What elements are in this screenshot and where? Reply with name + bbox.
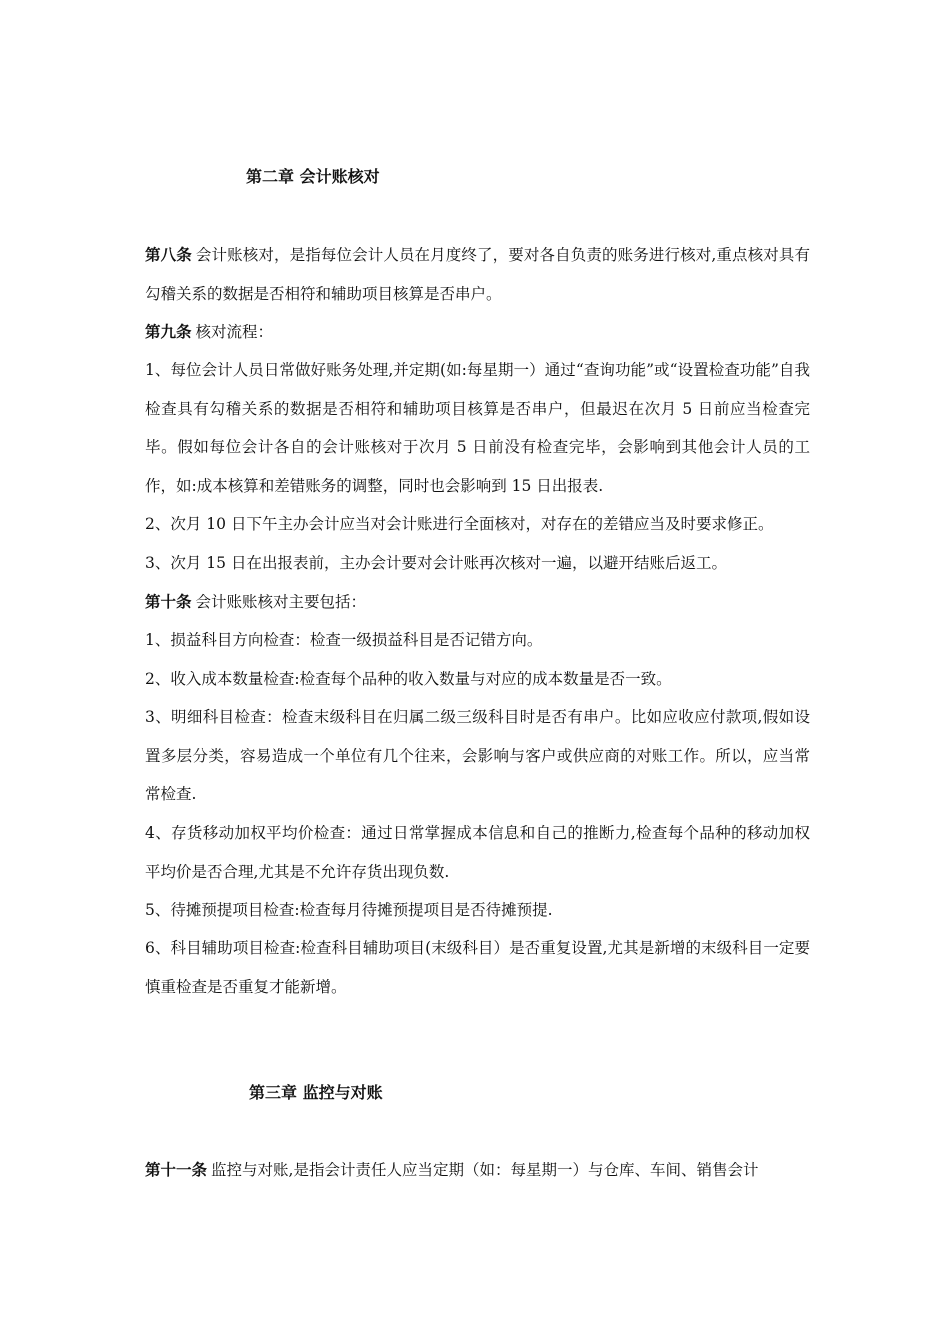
article-8-text: 会计账核对，是指每位会计人员在月度终了，要对各自负责的账务进行核对,重点核对具有勾稽关系的数据是否相符和辅助项目核算是否串户。 [145,246,810,303]
article-9-item-1: 1、每位会计人员日常做好账务处理,并定期(如:每星期一）通过“查询功能”或“设置检查功能”自我检查具有勾稽关系的数据是否相符和辅助项目核算是否串户，但最迟在次月 5 日前应当检查完毕。假如每位会计各自的会计账核对于次月 5 日前没有检查完毕，会影响到其他会计人员的工作，如:成本核算和差错账务的调整，同时也会影响到 15 日出报表. [145,361,810,495]
article-9-label: 第九条 [145,322,192,341]
article-11-text: 监控与对账,是指会计责任人应当定期（如：每星期一）与仓库、车间、销售会计 [211,1161,759,1179]
article-10-item-4: 4、存货移动加权平均价检查：通过日常掌握成本信息和自己的推断力,检查每个品种的移动加权平均价是否合理,尤其是不允许存货出现负数. [145,824,810,881]
article-9-item-2: 2、次月 10 日下午主办会计应当对会计账进行全面核对，对存在的差错应当及时要求修正。 [145,515,774,533]
article-8-label: 第八条 [145,245,192,264]
chapter-3-title: 第三章 监控与对账 [249,1083,383,1102]
article-10 [145,583,810,622]
article-9 [145,313,810,352]
article-10-label: 第十条 [145,592,192,611]
article-9-text: 核对流程： [195,323,274,341]
article-10-text: 会计账账核对主要包括： [195,593,367,611]
article-10-item-1: 1、损益科目方向检查：检查一级损益科目是否记错方向。 [145,631,543,649]
article-11-label: 第十一条 [145,1160,208,1179]
chapter-2-title: 第二章 会计账核对 [246,167,380,186]
article-10-item-6: 6、科目辅助项目检查:检查科目辅助项目(末级科目）是否重复设置,尤其是新增的末级科目一定要慎重检查是否重复才能新增。 [145,939,810,996]
article-11 [145,1151,810,1190]
article-10-item-5: 5、待摊预提项目检查:检查每月待摊预提项目是否待摊预提. [145,901,553,919]
article-8 [145,236,810,313]
article-9-item-3: 3、次月 15 日在出报表前，主办会计要对会计账再次核对一遍，以避开结账后返工。 [145,554,727,572]
article-10-item-2: 2、收入成本数量检查:检查每个品种的收入数量与对应的成本数量是否一致。 [145,670,672,688]
article-10-item-3: 3、明细科目检查：检查末级科目在归属二级三级科目时是否有串户。比如应收应付款项,假如设置多层分类，容易造成一个单位有几个往来，会影响与客户或供应商的对账工作。所以，应当常常检查. [145,708,810,803]
